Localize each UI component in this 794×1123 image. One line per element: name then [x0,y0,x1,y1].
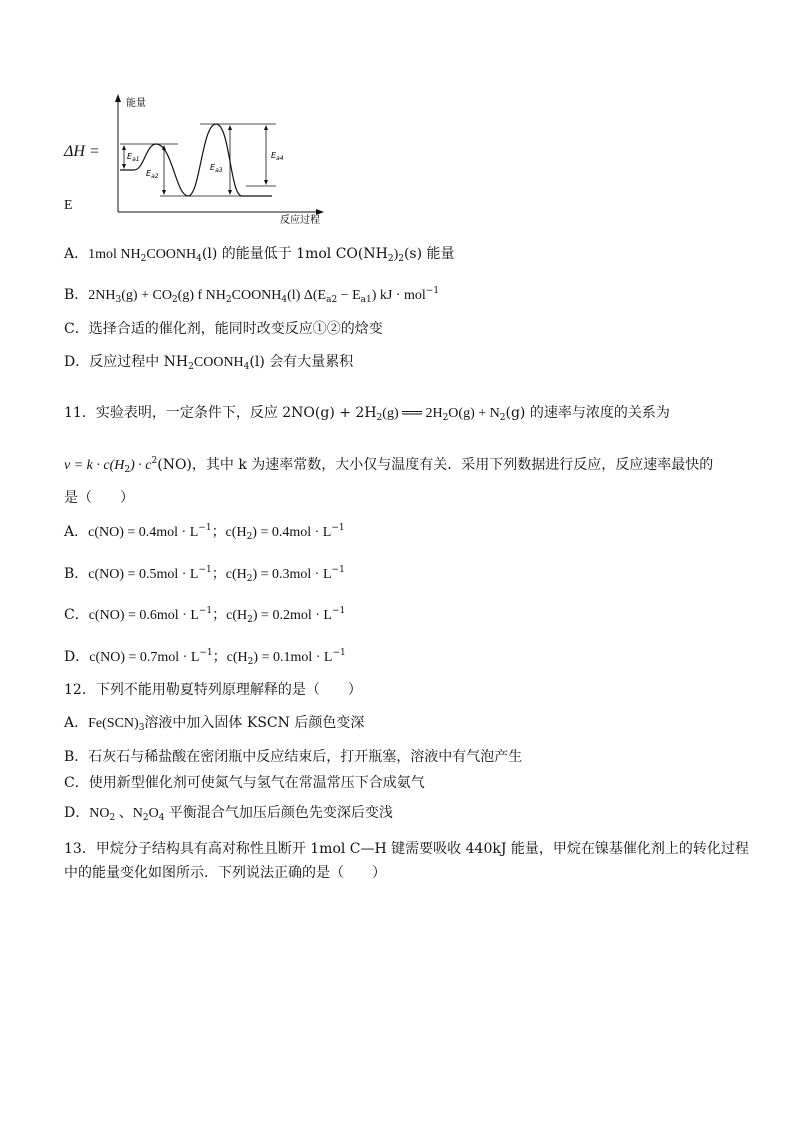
q10-option-b: B．$2NH_3(g) + CO_2(g)$ f $NH_2COONH_4(l) \Delta(E_{a2} - E_{a1})$ kJ · mol$^{-1}$ [64,286,440,305]
ea2-label: $E_{a2}$ [146,169,159,180]
q11-option-a: A．$c(NO) = 0.4mol \cdot L^{-1}$；$c(H_2) = 0.4mol \cdot L^{-1}$ [64,523,345,542]
q11-stem-line3: 是（ ） [64,490,134,506]
ea4-label: $E_{a4}$ [271,151,284,162]
q10-option-d: D．反应过程中 $NH_2COONH_4(l)$ 会有大量累积 [64,354,354,372]
delta-h-symbol: ΔH = [64,143,100,160]
y-axis-label: 能量 [126,98,146,109]
x-axis-label: 反应过程 [280,215,320,226]
q13-stem-line2: 中的能量变化如图所示．下列说法正确的是（ ） [64,865,386,881]
ea4-arrow-head-top [264,125,268,130]
ea4-arrow-head-bottom [264,180,268,185]
energy-diagram-svg [60,92,350,232]
q12-option-b: B．石灰石与稀盐酸在密闭瓶中反应结束后，打开瓶塞，溶液中有气泡产生 [64,749,523,765]
q11-stem-line1: 11．实验表明，一定条件下，反应 $2NO(g) + 2H_2(g)$ ══ $2H_2O(g) + N_2(g)$ 的速率与浓度的关系为 [64,405,670,423]
q12-stem: 12．下列不能用勒夏特列原理解释的是（ ） [64,682,362,698]
q11-stem-line2: $v = k \cdot c(H_2) \cdot c^2(NO)$，其中 k 为速率常数，大小仅与温度有关．采用下列数据进行反应，反应速率最快的 [64,456,714,475]
side-fragment: E [64,198,73,213]
q12-option-a: A．$Fe(SCN)_3$溶液中加入固体 KSCN 后颜色变深 [64,715,365,733]
ea3-arrow-head-top [228,125,232,130]
ea2-arrow-head-bottom [162,190,166,195]
q10-option-a: A．1mol $NH_2COONH_4(l)$ 的能量低于 1mol $CO(NH_2)_2(s)$ 能量 [64,246,455,264]
q13-stem-line1: 13．甲烷分子结构具有高对称性且断开 1mol C—H 键需要吸收 440kJ 能量，甲烷在镍基催化剂上的转化过程 [64,841,749,857]
energy-diagram [60,92,350,232]
y-axis-arrow [115,94,121,102]
q12-option-c: C．使用新型催化剂可使氮气与氢气在常温常压下合成氨气 [64,775,425,791]
q11-option-d: D．$c(NO) = 0.7mol \cdot L^{-1}$；$c(H_2) = 0.1mol \cdot L^{-1}$ [64,648,346,667]
ea1-arrow-head-top [122,145,126,150]
q11-option-c: C．$c(NO) = 0.6mol \cdot L^{-1}$；$c(H_2) = 0.2mol \cdot L^{-1}$ [64,606,346,625]
reaction-curve [120,124,272,196]
q12-option-d: D．$NO_2$ 、$N_2O_4$ 平衡混合气加压后颜色先变深后变浅 [64,805,393,823]
ea1-arrow-head-bottom [122,164,126,169]
q10-option-c: C．选择合适的催化剂，能同时改变反应①②的焓变 [64,321,383,337]
ea3-arrow-head-bottom [228,190,232,195]
ea3-label: $E_{a3}$ [210,163,223,174]
ea1-label: $E_{a1}$ [127,152,140,163]
q11-option-b: B．$c(NO) = 0.5mol \cdot L^{-1}$；$c(H_2) = 0.3mol \cdot L^{-1}$ [64,565,345,584]
